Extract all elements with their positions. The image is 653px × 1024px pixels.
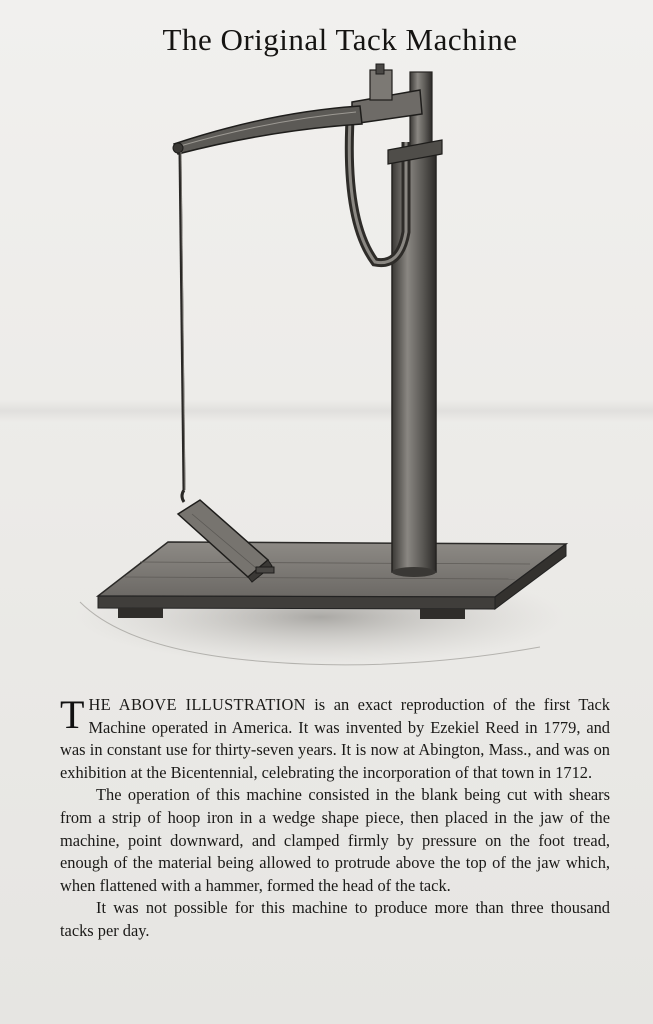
paragraph-operation: The operation of this machine consisted in the blank being cut with shears from a strip of hoop iron in a wedge shape piece, then placed in the jaw of the machine, point downward, and clamped firmly by pressure on the foot tread, enough of the material being allowed to protrude above the top of the jaw which, when flattened with a hammer, formed the head of the tack.: [60, 785, 610, 895]
document-title: The Original Tack Machine: [162, 22, 518, 57]
lead-caps: HE ABOVE ILLUSTRATION: [88, 695, 306, 714]
lever-arm: [173, 106, 362, 154]
description-text: [60, 694, 610, 943]
tack-machine-illustration: [70, 62, 590, 677]
paragraph-history-text: is an exact reproduction of the first Tack Machine operated in America. It was invented by Ezekiel Reed in 1779, and was in constant use for thirty-seven years. It is now at Abington, Mass., and was on exhibition at the Bicentennial, celebrating the incorporation of that town in 1712.: [60, 695, 610, 782]
base-board: [98, 542, 566, 619]
paragraph-history: [60, 694, 610, 784]
connecting-rod: [180, 152, 185, 502]
paragraph-capacity: It was not possible for this machine to produce more than three thousand tacks per day.: [60, 898, 610, 940]
drop-cap: T: [60, 692, 85, 737]
